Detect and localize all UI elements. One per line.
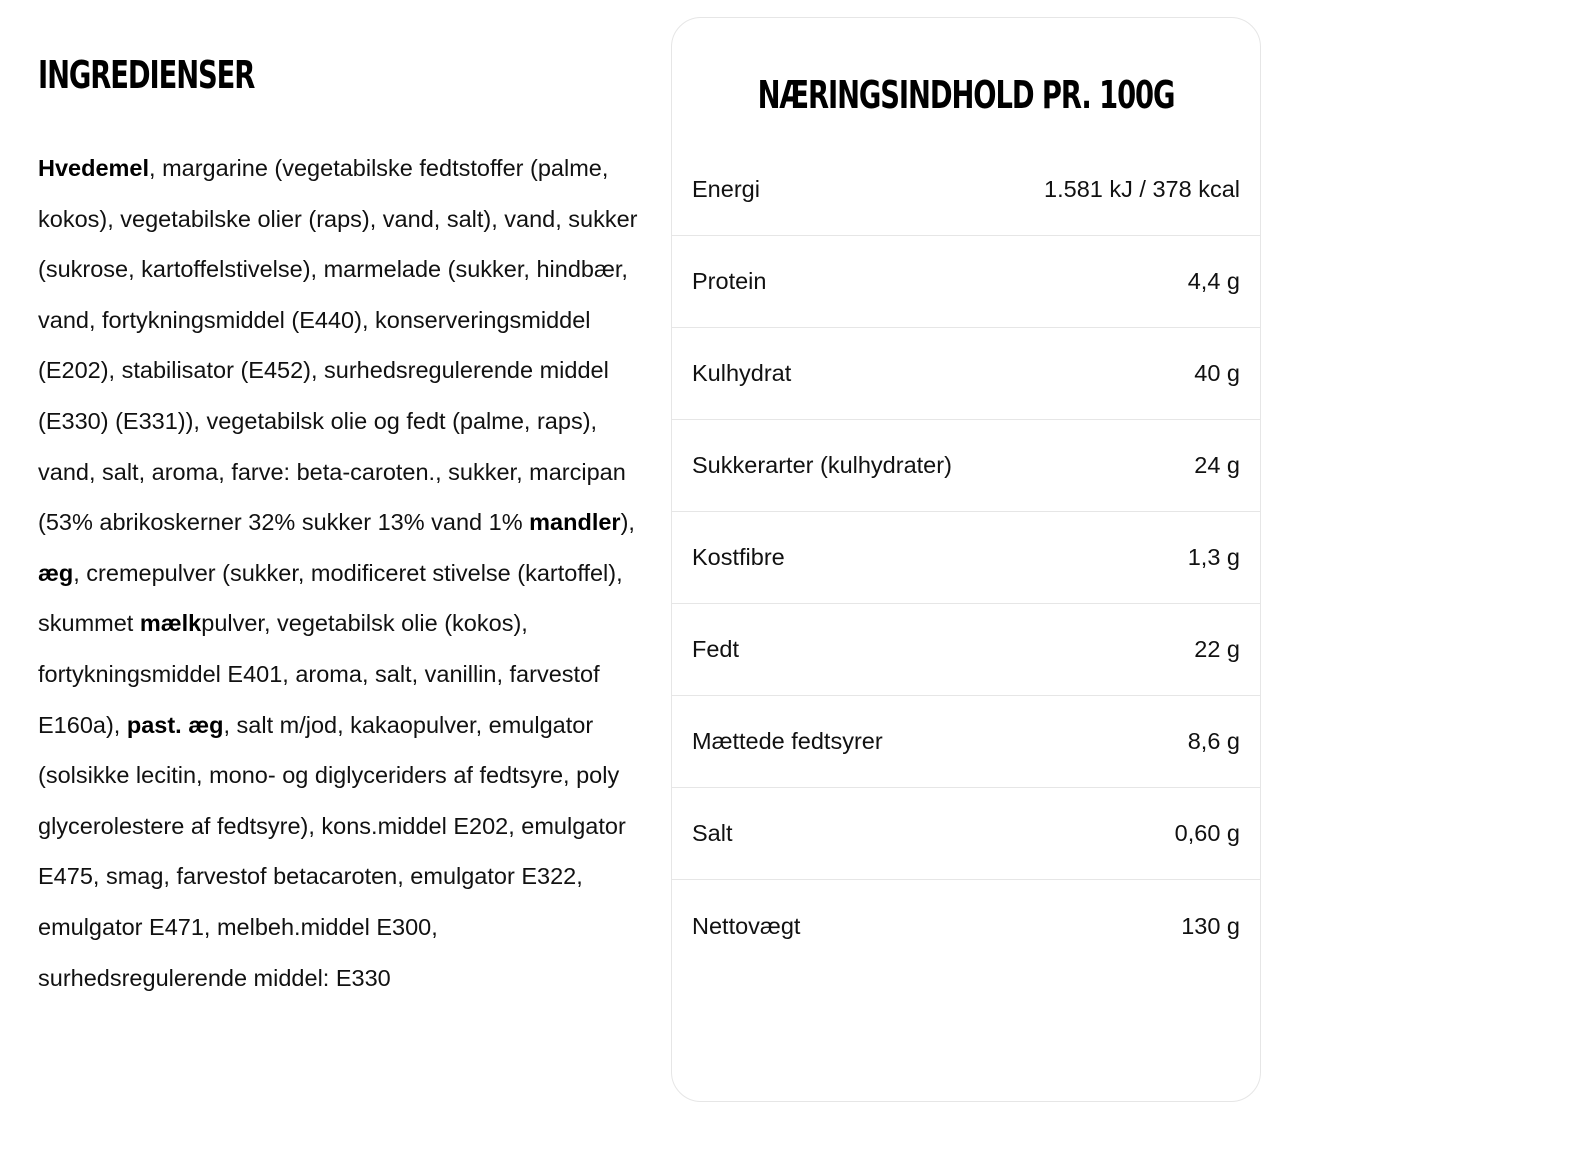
ingredient-text: , margarine (vegetabilske fedtstoffer (palme, kokos), vegetabilske olier (raps), vand, salt), vand, sukker (sukrose, kartoffelstivelse), marmelade (sukker, hindbær, vand, fortykningsmiddel (E440), konserveringsmiddel (E202), stabilisator (E452), surhedsregulerende middel (E330) (E331)), vegetabilsk olie og fedt (palme, raps), vand, salt, aroma, farve: beta-caroten., sukker, marcipan (53% abrikoskerner 32% sukker 13% vand 1% bbox=[38, 155, 638, 536]
ingredient-allergen: past. æg bbox=[126, 711, 224, 738]
nutrition-row bbox=[672, 788, 1260, 880]
nutrient-label: Nettovægt bbox=[692, 912, 801, 939]
nutrient-value: 4,4 g bbox=[1187, 268, 1240, 294]
nutrition-table bbox=[672, 144, 1260, 972]
nutrient-label: Mættede fedtsyrer bbox=[692, 728, 883, 754]
nutrient-label: Energi bbox=[692, 176, 760, 202]
ingredient-text: ), bbox=[620, 509, 635, 536]
nutrient-value: 0,60 g bbox=[1174, 820, 1240, 846]
nutrient-label: Fedt bbox=[692, 636, 740, 662]
ingredient-allergen: mælk bbox=[139, 610, 202, 637]
nutrition-heading: NÆRINGSINDHOLD PR. 100G bbox=[757, 73, 1175, 117]
nutrient-label: Salt bbox=[692, 820, 733, 846]
ingredients-heading: INGREDIENSER bbox=[38, 53, 255, 97]
nutrition-card bbox=[671, 17, 1261, 1102]
nutrient-label: Kostfibre bbox=[692, 544, 785, 570]
ingredient-text: , cremepulver (sukker, modificeret stivelse (kartoffel), skummet bbox=[38, 559, 623, 637]
nutrient-label: Sukkerarter (kulhydrater) bbox=[692, 452, 952, 478]
nutrition-row bbox=[672, 328, 1260, 420]
nutrient-label: Protein bbox=[692, 268, 767, 294]
nutrition-row bbox=[672, 880, 1260, 972]
ingredient-allergen: æg bbox=[38, 559, 74, 586]
nutrient-value: 130 g bbox=[1181, 912, 1240, 939]
ingredients-text bbox=[38, 143, 638, 1003]
nutrition-row bbox=[672, 236, 1260, 328]
ingredient-text: pulver, vegetabilsk olie (kokos), fortykningsmiddel E401, aroma, salt, vanillin, farvestof E160a), bbox=[38, 610, 600, 738]
ingredient-allergen: mandler bbox=[529, 509, 621, 536]
nutrient-value: 24 g bbox=[1194, 452, 1240, 478]
nutrition-row bbox=[672, 420, 1260, 512]
nutrient-value: 1,3 g bbox=[1187, 544, 1240, 570]
nutrient-value: 40 g bbox=[1194, 360, 1240, 386]
nutrient-value: 1.581 kJ / 378 kcal bbox=[1044, 176, 1240, 202]
nutrition-row bbox=[672, 696, 1260, 788]
nutrient-value: 22 g bbox=[1194, 636, 1240, 662]
ingredient-text: , salt m/jod, kakaopulver, emulgator (solsikke lecitin, mono- og diglyceriders af fedtsyre, poly glycerolestere af fedtsyre), kons.middel E202, emulgator E475, smag, farvestof betacaroten, emulgator E322, emulgator E471, melbeh.middel E300, surhedsregulerende middel: E330 bbox=[38, 711, 626, 991]
nutrition-row bbox=[672, 512, 1260, 604]
nutrient-label: Kulhydrat bbox=[692, 360, 792, 386]
ingredient-allergen: Hvedemel bbox=[38, 155, 150, 181]
nutrition-row bbox=[672, 604, 1260, 696]
nutrient-value: 8,6 g bbox=[1187, 728, 1240, 754]
nutrition-row bbox=[672, 144, 1260, 236]
